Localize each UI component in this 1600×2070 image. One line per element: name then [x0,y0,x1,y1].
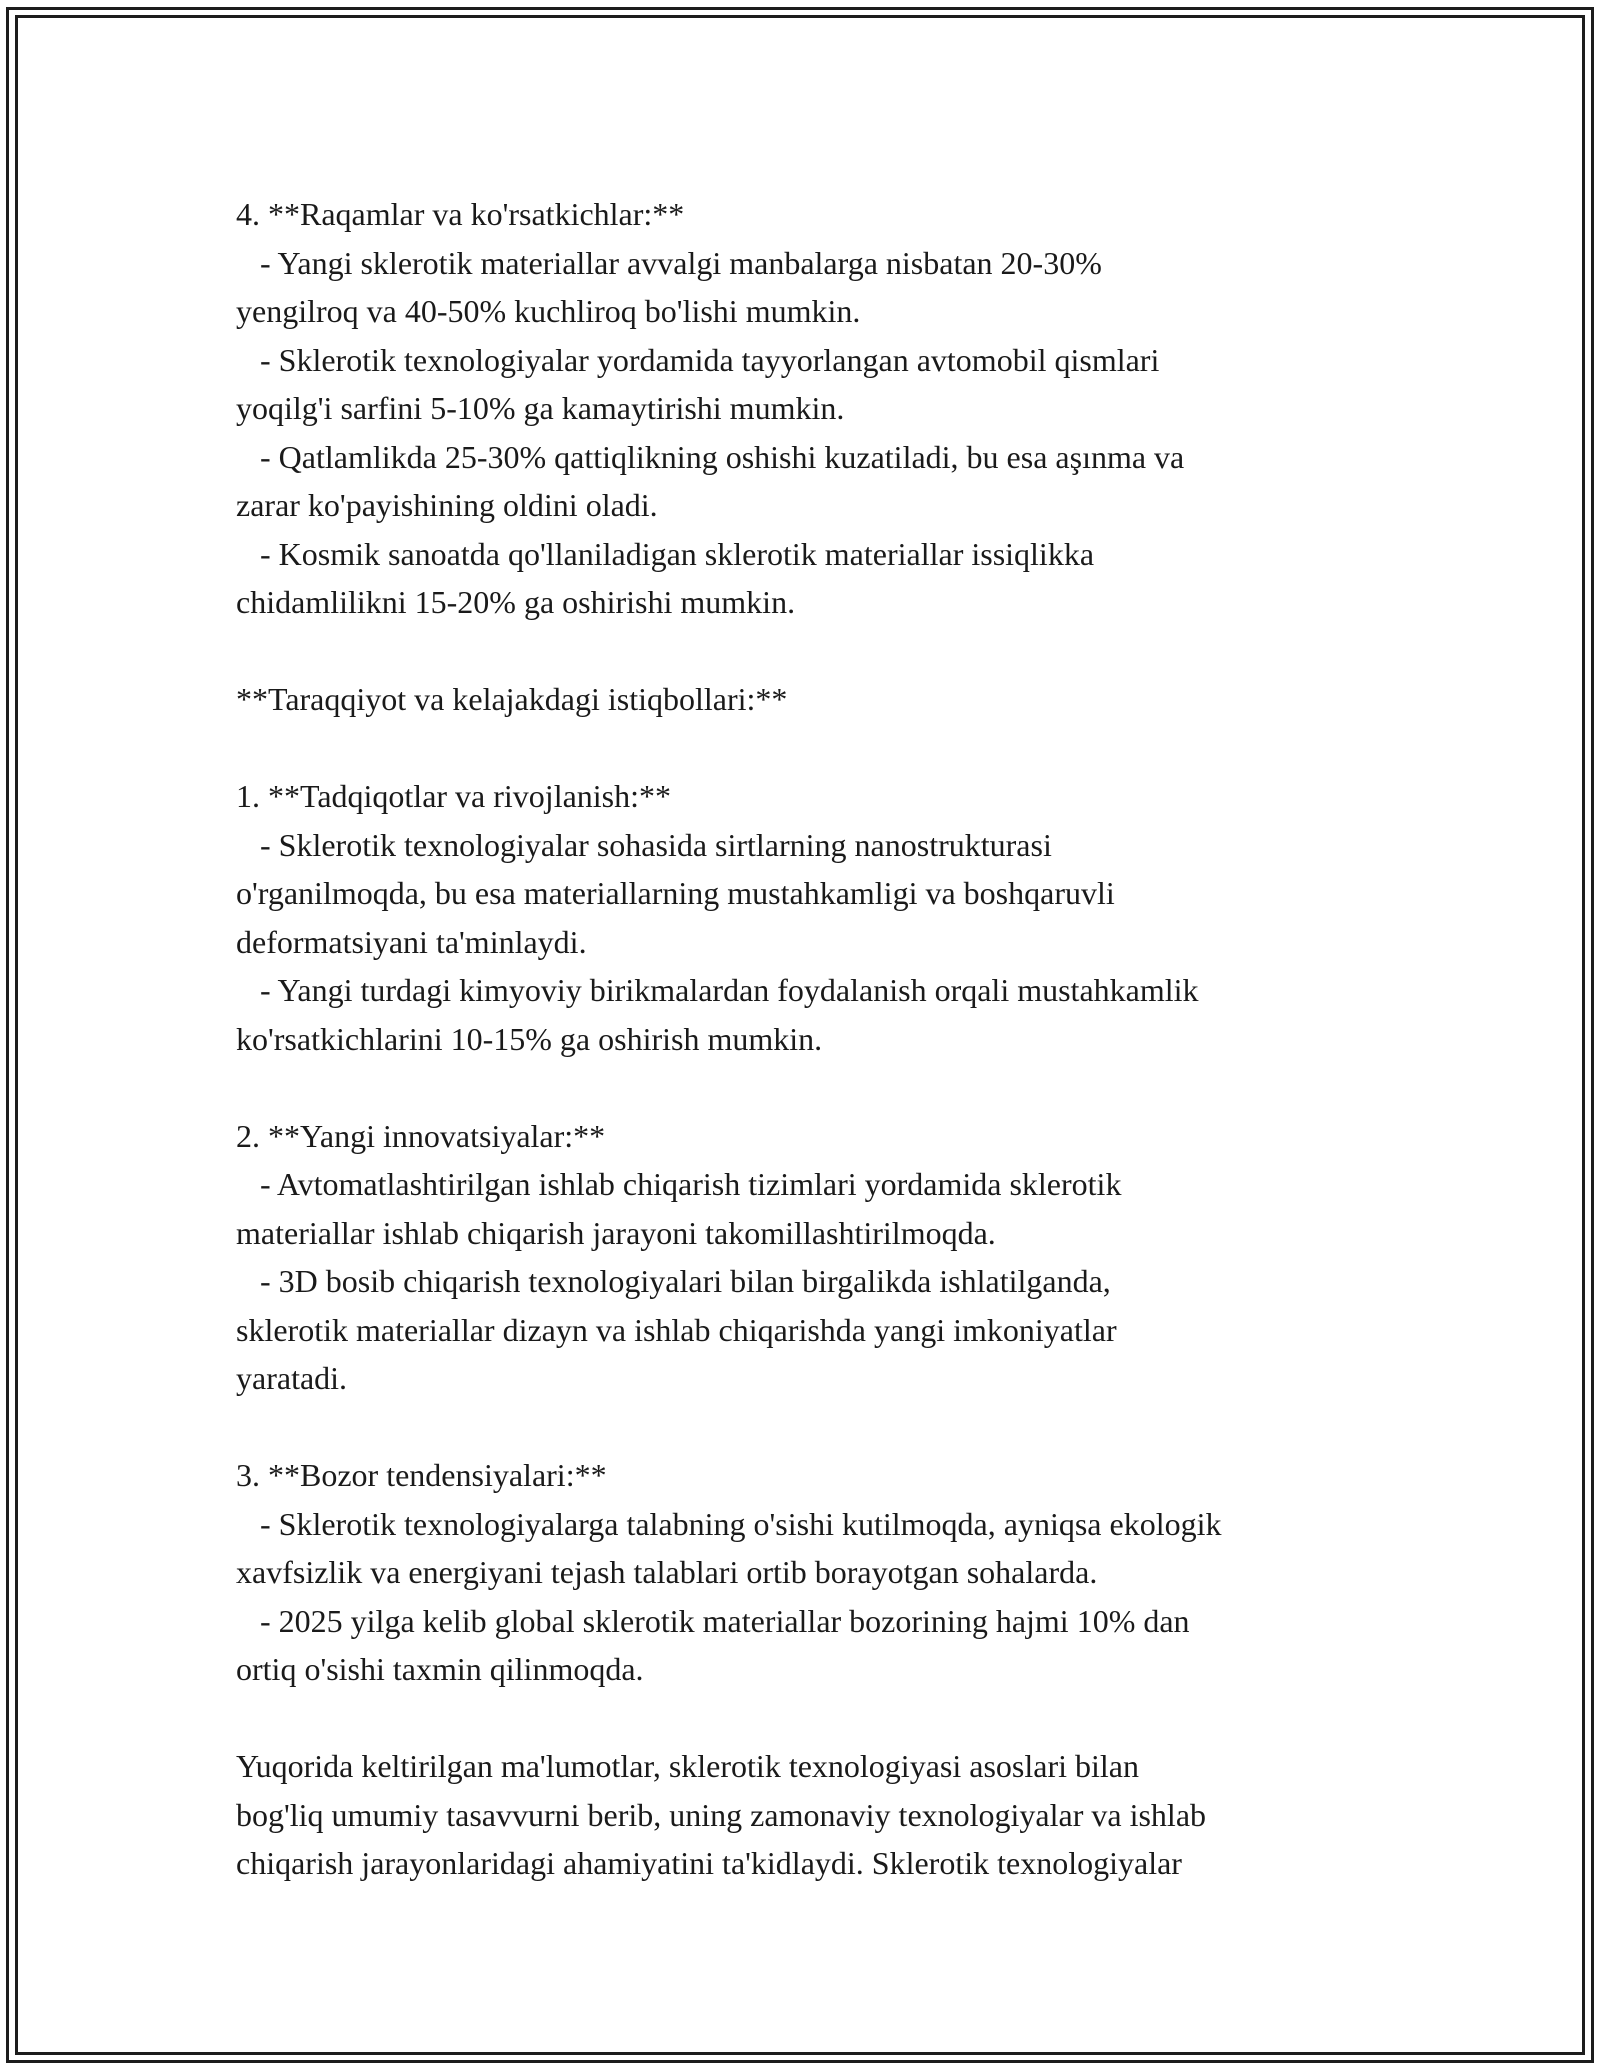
text-line: yoqilg'i sarfini 5-10% ga kamaytirishi mumkin. [236,390,845,426]
blank-line [236,1403,1426,1452]
text-line: 4. **Raqamlar va ko'rsatkichlar:** [236,196,685,232]
text-line: bog'liq umumiy tasavvurni berib, uning zamonaviy texnologiyalar va ishlab [236,1796,1207,1833]
blank-line [236,627,1426,676]
text-line: - Yangi sklerotik materiallar avvalgi manbalarga nisbatan 20-30% [236,244,1102,281]
text-line: ko'rsatkichlarini 10-15% ga oshirish mumkin. [236,1020,823,1057]
blank-line [236,1063,1426,1112]
blank-line [236,724,1426,773]
text-line: - Avtomatlashtirilgan ishlab chiqarish tizimlari yordamida sklerotik [236,1166,1122,1202]
text-line: - Yangi turdagi kimyoviy birikmalardan foydalanish orqali mustahkamlik [236,972,1199,1008]
text-line: o'rganilmoqda, bu esa materiallarning mustahkamligi va boshqaruvli [236,875,1115,911]
blank-line [236,1694,1426,1743]
text-line: - Sklerotik texnologiyalar sohasida sirtlarning nanostrukturasi [236,826,1052,863]
text-line: - Sklerotik texnologiyalarga talabning o'sishi kutilmoqda, ayniqsa ekologik [236,1505,1222,1542]
text-line: ortiq o'sishi taxmin qilinmoqda. [236,1651,644,1687]
text-line: - 2025 yilga kelib global sklerotik materiallar bozorining hajmi 10% dan [236,1602,1190,1639]
text-line: xavfsizlik va energiyani tejash talablari ortib borayotgan sohalarda. [236,1554,1098,1590]
text-line: deformatsiyani ta'minlaydi. [236,923,587,960]
document-body [236,190,1426,1888]
text-line: yengilroq va 40-50% kuchliroq bo'lishi mumkin. [236,293,861,329]
text-line: Yuqorida keltirilgan ma'lumotlar, sklerotik texnologiyasi asoslari bilan [236,1748,1139,1784]
text-line: 3. **Bozor tendensiyalari:** [236,1457,607,1493]
section-heading: **Taraqqiyot va kelajakdagi istiqbollari:** [236,681,788,717]
text-line: 2. **Yangi innovatsiyalar:** [236,1117,606,1154]
text-line: chidamlilikni 15-20% ga oshirishi mumkin. [236,584,796,620]
text-line: chiqarish jarayonlaridagi ahamiyatini ta'kidlaydi. Sklerotik texnologiyalar [236,1845,1182,1881]
text-line: - Sklerotik texnologiyalar yordamida tayyorlangan avtomobil qismlari [236,341,1160,378]
text-line: - 3D bosib chiqarish texnologiyalari bilan birgalikda ishlatilganda, [236,1263,1111,1299]
text-line: - Kosmik sanoatda qo'llaniladigan sklerotik materiallar issiqlikka [236,535,1095,572]
text-line: zarar ko'payishining oldini oladi. [236,487,658,523]
text-line: 1. **Tadqiqotlar va rivojlanish:** [236,778,672,814]
text-line: sklerotik materiallar dizayn va ishlab chiqarishda yangi imkoniyatlar [236,1311,1117,1348]
text-line: - Qatlamlikda 25-30% qattiqlikning oshishi kuzatiladi, bu esa aşınma va [236,438,1185,475]
text-line: yaratadi. [236,1360,348,1396]
text-line: materiallar ishlab chiqarish jarayoni takomillashtirilmoqda. [236,1214,996,1251]
